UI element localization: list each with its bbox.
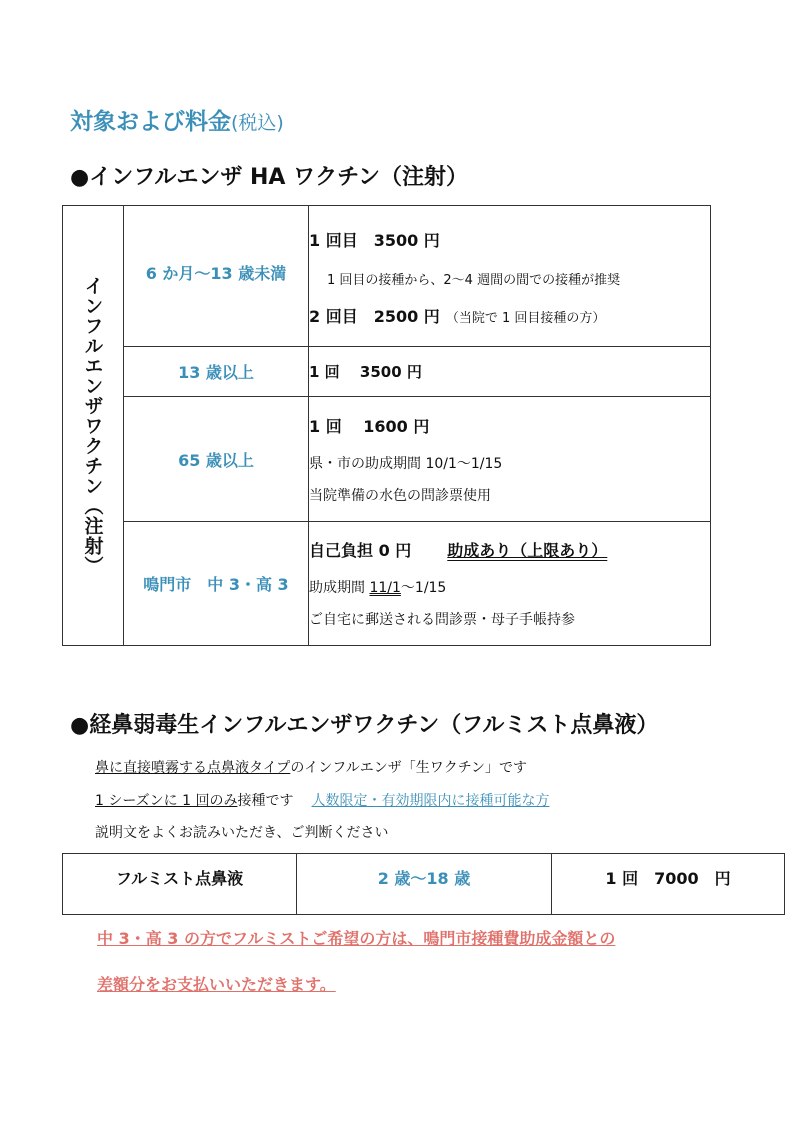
table-row <box>63 522 711 646</box>
price-info: 1 回目 3500 円 1 回目の接種から、2〜4 週間の間での接種が推奨 2 回目 2500 円 （当院で 1 回目接種の方） <box>309 206 711 347</box>
product-name: フルミスト点鼻液 <box>63 854 297 915</box>
table-row <box>63 854 785 915</box>
side-label: インフルエンザワクチン（注射） <box>63 206 124 646</box>
flumist-table <box>62 853 785 915</box>
price-info: 1 回 7000 円 <box>552 854 785 915</box>
price-info: 自己負担 0 円 助成あり（上限あり） 助成期間 11/1〜1/15 ご自宅に郵送される問診票・母子手帳持参 <box>309 522 711 646</box>
description-line: 鼻に直接噴霧する点鼻液タイプのインフルエンザ「生ワクチン」です <box>95 760 528 776</box>
section-heading-ha-vaccine: ●インフルエンザ HA ワクチン（注射） <box>70 165 468 190</box>
age-label: 2 歳〜18 歳 <box>297 854 552 915</box>
description-line: 説明文をよくお読みいただき、ご判断ください <box>95 825 389 841</box>
description-line: 1 シーズンに 1 回のみ接種です 人数限定・有効期限内に接種可能な方 <box>95 793 550 809</box>
warning-line: 差額分をお支払いいただきます。 <box>97 975 336 994</box>
age-label: 65 歳以上 <box>124 397 309 522</box>
age-label: 6 か月〜13 歳未満 <box>124 206 309 347</box>
table-row <box>63 347 711 397</box>
table-row <box>63 206 711 347</box>
warning-line: 中 3・高 3 の方でフルミストご希望の方は、鳴門市接種費助成金額との <box>97 929 616 948</box>
section-heading-flumist: ●経鼻弱毒生インフルエンザワクチン（フルミスト点鼻液） <box>70 713 659 738</box>
age-label: 鳴門市 中 3・高 3 <box>124 522 309 646</box>
ha-vaccine-table <box>62 205 711 646</box>
page-title: 対象および料金(税込) <box>70 109 284 135</box>
price-info: 1 回 1600 円 県・市の助成期間 10/1〜1/15 当院準備の水色の問診票使用 <box>309 397 711 522</box>
price-info: 1 回 3500 円 <box>309 347 711 397</box>
age-label: 13 歳以上 <box>124 347 309 397</box>
table-row <box>63 397 711 522</box>
